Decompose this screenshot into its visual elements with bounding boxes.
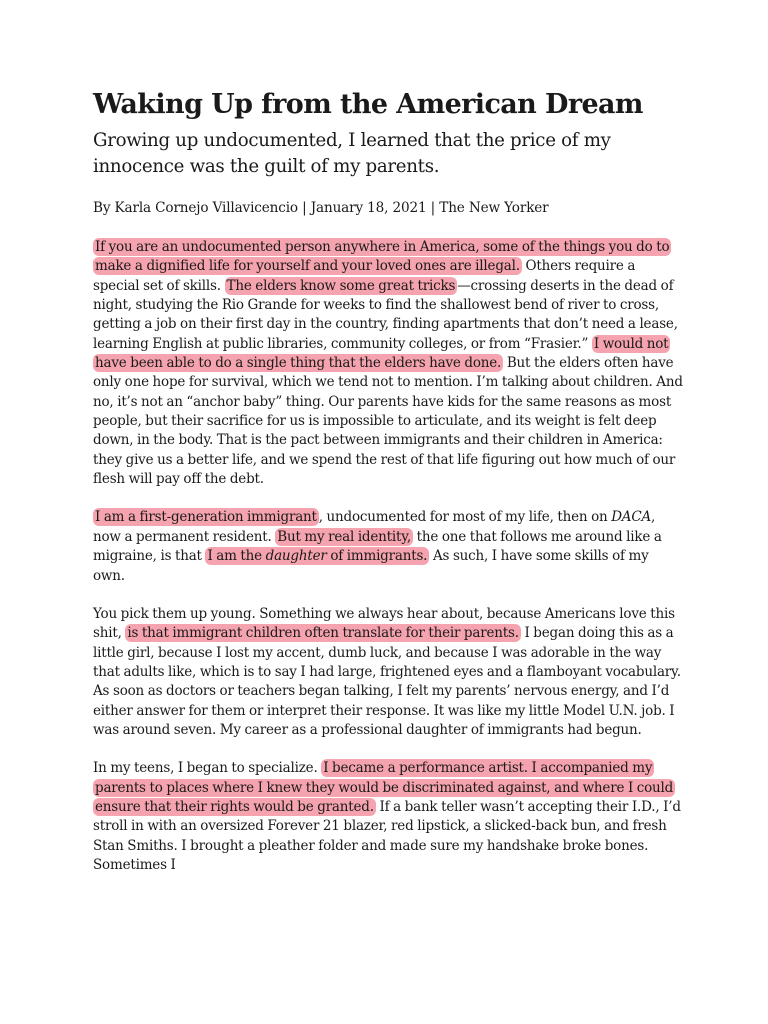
paragraph-text: But the elders often have only one hope for survival, which we tend not to mention. I’m talking about children. And no, it’s not an “anchor baby” thing. Our parents have kids for the same reasons as most people, but their sacrifice for us is impossible to articulate, and its weight is felt deep down, in the body. That is the pact between immigrants and their children in America: they give us a better life, and we spend the rest of that life figuring out how much of our flesh will pay off the debt. <box>93 355 683 488</box>
article-byline: By Karla Cornejo Villavicencio | January 18, 2021 | The New Yorker <box>93 200 549 216</box>
article-subtitle: Growing up undocumented, I learned that the price of my innocence was the guilt of my parents. <box>93 130 611 177</box>
article-body <box>93 238 683 875</box>
paragraph-text: Others require a special set of skills. <box>93 258 636 294</box>
italic-text: DACA <box>611 509 652 526</box>
paragraph-text: You pick them up young. Something we always hear about, because Americans love this shit, <box>93 605 675 642</box>
paragraph-text: As such, I have some skills of my own. <box>93 548 649 584</box>
highlight[interactable]: is that immigrant children often translate for their parents. <box>127 625 519 642</box>
highlight[interactable]: The elders know some great tricks <box>226 277 456 294</box>
paragraph-text: I began doing this as a little girl, because I lost my accent, dumb luck, and because I was adorable in the way that adults like, which is to say I had large, frightened eyes and a flamboyant vocabulary. As soon as doctors or teachers began talking, I felt my parents’ nervous energy, and I’d either answer for them or interpret their response. It was like my little Model U.N. job. I was around seven. My career as a professional daughter of immigrants had begun. <box>93 625 681 738</box>
paragraph-text: , now a permanent resident. <box>93 509 656 545</box>
article-page <box>93 86 683 894</box>
highlight-text: of immigrants. <box>326 548 428 565</box>
article-title: Waking Up from the American Dream <box>93 89 643 120</box>
highlight-text: I am the <box>207 548 266 565</box>
highlight[interactable]: But my real identity, <box>277 528 411 545</box>
italic-text: daughter <box>265 548 327 565</box>
highlight[interactable]: If you are an undocumented person anywhere in America, some of the things you do to make a dignified life for yourself and your loved ones are illegal. <box>95 239 670 275</box>
paragraph-2 <box>93 508 683 585</box>
paragraph-3 <box>93 605 683 740</box>
paragraph-4 <box>93 759 683 875</box>
paragraph-text: In my teens, I began to specialize. <box>93 760 322 777</box>
paragraph-text: the one that follows me around like a migraine, is that <box>93 528 662 565</box>
paragraph-text: , undocumented for most of my life, then on <box>318 509 612 526</box>
paragraph-1 <box>93 238 683 489</box>
paragraph-text: If a bank teller wasn’t accepting their I.D., I’d stroll in with an oversized Forever 21 blazer, red lipstick, a slicked-back bun, and fresh Stan Smiths. I brought a pleather folder and made sure my handshake broke bones. Sometimes I <box>93 798 681 873</box>
highlight[interactable] <box>205 547 429 565</box>
highlight[interactable]: I would not have been able to do a single thing that the elders have done. <box>95 335 669 372</box>
highlight[interactable]: I became a performance artist. I accompanied my parents to places where I knew they would be discriminated against, and where I could ensure that their rights would be granted. <box>95 760 674 815</box>
paragraph-text: —crossing deserts in the dead of night, studying the Rio Grande for weeks to find the shallowest bend of river to cross, getting a job on their first day in the country, finding apartments that don’t need a lease, learning English at public libraries, community colleges, or from “Frasier.” <box>93 277 678 352</box>
highlight[interactable]: I am a first-generation immigrant <box>95 509 317 526</box>
